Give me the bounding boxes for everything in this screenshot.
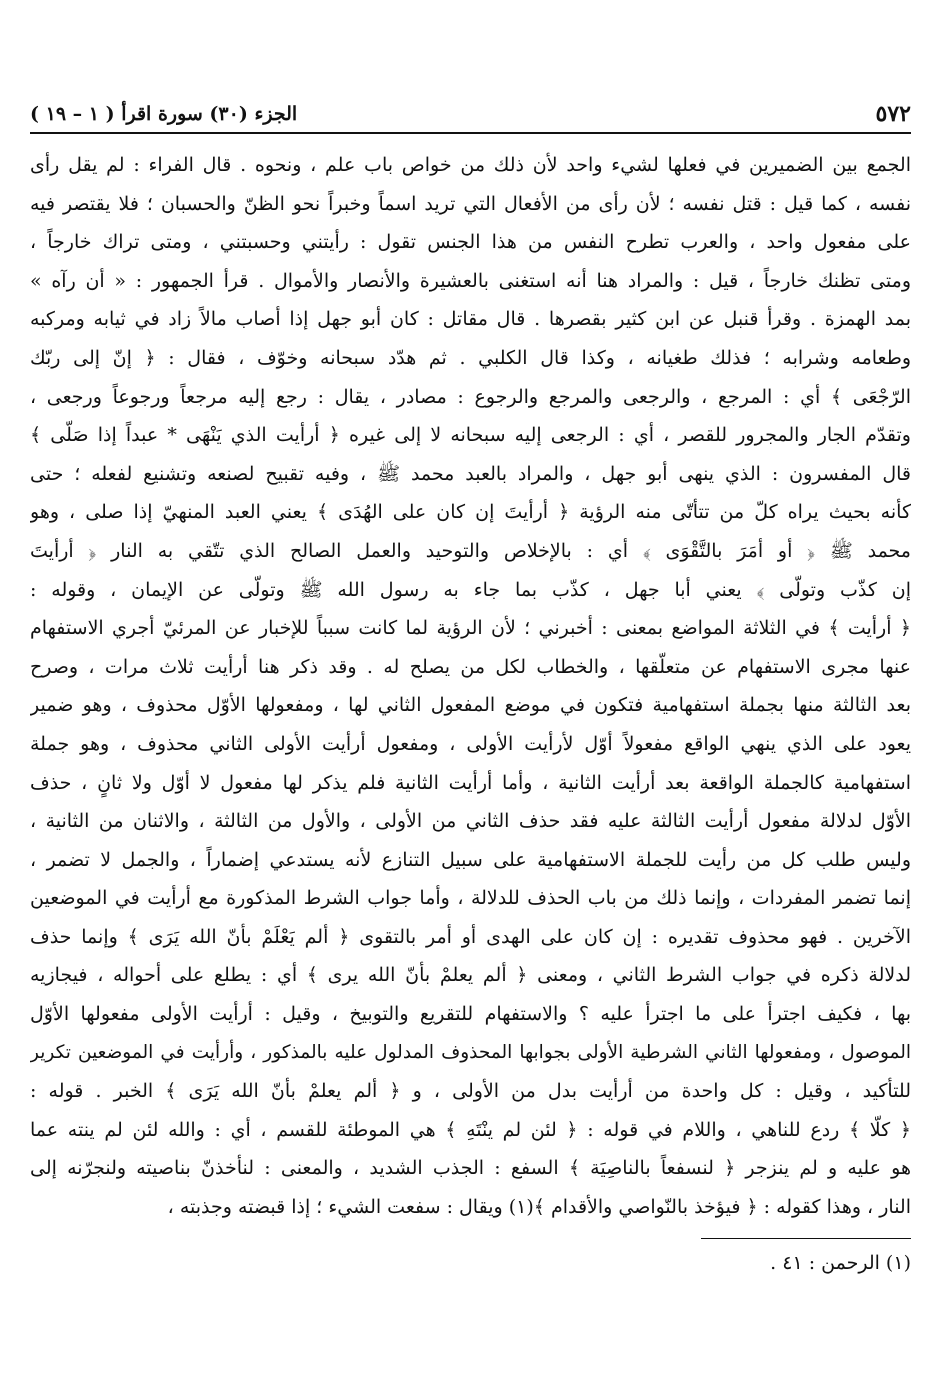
text-line: الأوّل لدلالة مفعول أرأيت الثالثة عليه فقد حذف الثاني من الأولى ، والأول من الثالثة ، والاثنان من الثانية ، bbox=[30, 810, 911, 833]
page-number: ٥٧٢ bbox=[875, 101, 911, 127]
text-line: وليس طلب كل من رأيت للجملة الاستفهامية على سبيل التنازع لأنه يستدعي إضماراً ، والجمل لا تضمر ، bbox=[30, 848, 911, 871]
paragraph bbox=[30, 146, 911, 1227]
text-line: بعد الثالثة منها بجملة استفهامية فتكون في موضع المفعول الثاني لها ، ومفعولها الأوّل محذوف ، وهو ضمير bbox=[30, 694, 911, 717]
text-line: وتقدّم الجار والمجرور للقصر ، أي : الرجعى إليه سبحانه لا إلى غيره ﴿ أرأيت الذي يَنْهَى * عبداً إذا صَلّى ﴾ bbox=[30, 424, 911, 447]
main-text bbox=[30, 146, 911, 1227]
text-line: على مفعول واحد ، والعرب تطرح النفس من هذا الجنس تقول : رأيتني وحسبتني ، ومتى تراك خارجاً ، bbox=[30, 231, 911, 254]
text-line: هو عليه و لم ينزجر ﴿ لنسفعاً بالناصِيَة ﴾ السفع : الجذب الشديد ، والمعنى : لنأخذنّ بناصيته ولنجرّنه إلى bbox=[30, 1157, 911, 1180]
text-line: بها ، فكيف اجترأ على ما اجترأ عليه ؟ والاستفهام للتقريع والتوبيخ ، وقيل : أرأيت الأولى مفعولها الأوّل bbox=[30, 1003, 911, 1026]
text-line: محمد ﷺ ﴿ أو أمَرَ بالتَّقْوَى ﴾ أي : بالإخلاص والتوحيد والعمل الصالح الذي تتّقي به النار ﴿ أرأيتَ bbox=[30, 539, 911, 562]
text-line: استفهامية كالجملة الواقعة بعد أرأيت الثانية ، وأما أرأيت الثانية فلم يذكر لها مفعول لا أوّل ولا ثانٍ ، حذف bbox=[30, 771, 911, 794]
text-line: ﴿ أرأيت ﴾ في الثلاثة المواضع بمعنى : أخبرني ؛ لأن الرؤية لما كانت سبباً للإخبار عن المرئيّ أجري الاستفهام bbox=[30, 617, 911, 640]
text-line: الجمع بين الضميرين في فعلها لشيء واحد لأن ذلك من خواص باب علم ، ونحوه . قال الفراء : لم يقل رأى bbox=[30, 154, 911, 176]
text-line: يعود على الذي ينهي الواقع مفعولاً أوّل لأرأيت الأولى ، ومفعول أرأيت الأولى الثاني محذوف ، وهو جملة bbox=[30, 732, 911, 755]
text-line: كأنه بحيث يراه كلّ من تتأتّى منه الرؤية ﴿ أرأيتَ إن كان على الهُدَى ﴾ يعني العبد المنهيّ إذا صلى ، وهو bbox=[30, 501, 911, 524]
text-line: الرّجْعَى ﴾ أي : المرجع ، والرجعى والمرجع والرجوع : مصادر ، يقال : رجع إليه مرجعاً ورجوعاً ورجعى ، bbox=[30, 385, 911, 408]
text-line: وطعامه وشرابه ؛ فذلك طغيانه ، وكذا قال الكلبي . ثم هدّد سبحانه وخوّف ، فقال : ﴿ إنّ إلى ربّك bbox=[30, 346, 911, 369]
text-line: الآخرين . فهو محذوف تقديره : إن كان على الهدى أو أمر بالتقوى ﴿ ألم يَعْلَمْ بأنّ الله يَرَى ﴾ وإنما حذف bbox=[30, 925, 911, 948]
text-line: عنها مجرى الاستفهام عن متعلّقها ، والخطاب لكل من يصلح له . وقد ذكر هنا أرأيت ثلاث مرات ، وصرح bbox=[30, 655, 911, 678]
text-line: لدلالة ذكره في جواب الشرط الثاني ، ومعنى ﴿ ألم يعلمْ بأنّ الله يرى ﴾ أي : يطلع على أحواله ، فيجازيه bbox=[30, 964, 911, 987]
footnote: (١) الرحمن : ٤١ . bbox=[770, 1252, 911, 1274]
running-title: الجزء (٣٠) سورة اقرأ ( ١ – ١٩ ) bbox=[30, 103, 298, 125]
text-line: ومتى تظنك خارجاً ، قيل : والمراد هنا أنه استغنى بالعشيرة والأنصار والأموال . قرأ الجمهور : « أن رآه » bbox=[30, 269, 911, 292]
text-line: ﴿ كلّا ﴾ ردع للناهي ، واللام في قوله : ﴿ لئن لم ينْتَهِ ﴾ هي الموطئة للقسم ، أي : والله لئن لم ينته عما bbox=[30, 1118, 911, 1141]
text-line: قال المفسرون : الذي ينهى أبو جهل ، والمراد بالعبد محمد ﷺ ، وفيه تقبيح لصنعه وتشنيع لفعله ؛ حتى bbox=[30, 462, 911, 485]
text-line: للتأكيد ، وقيل : كل واحدة من أرأيت بدل من الأولى ، و ﴿ ألم يعلمْ بأنّ الله يَرَى ﴾ الخبر . قوله : bbox=[30, 1080, 911, 1103]
text-line: نفسه ، كما قيل : قتل نفسه ؛ لأن رأى من الأفعال التي تريد اسماً وخبراً نحو الظنّ والحسبان ؛ فلا يقتصر فيه bbox=[30, 192, 911, 215]
page-header bbox=[30, 96, 911, 134]
text-line: الموصول ، ومفعولها الثاني الشرطية الأولى بجوابها المحذوف المدلول عليه بالمذكور ، وأرأيت في الموضعين تكرير bbox=[30, 1041, 911, 1063]
text-line: إن كذّب وتولّى ﴾ يعني أبا جهل ، كذّب بما جاء به رسول الله ﷺ وتولّى عن الإيمان ، وقوله : bbox=[30, 578, 911, 601]
text-line: النار ، وهذا كقوله : ﴿ فيؤخذ بالنّواصي والأقدام ﴾(١) ويقال : سفعت الشيء ؛ إذا قبضته وجذبته ، bbox=[167, 1196, 911, 1219]
footnote-divider bbox=[701, 1238, 911, 1239]
text-line: بمد الهمزة . وقرأ قنبل عن ابن كثير بقصرها . قال مقاتل : كان أبو جهل إذا أصاب مالاً زاد في ثيابه ومركبه bbox=[30, 308, 911, 331]
text-line: إنما تضمر المفردات ، وإنما ذلك من باب الحذف للدلالة ، وأما جواب الشرط المذكورة مع أرأيت في الموضعين bbox=[30, 887, 911, 910]
